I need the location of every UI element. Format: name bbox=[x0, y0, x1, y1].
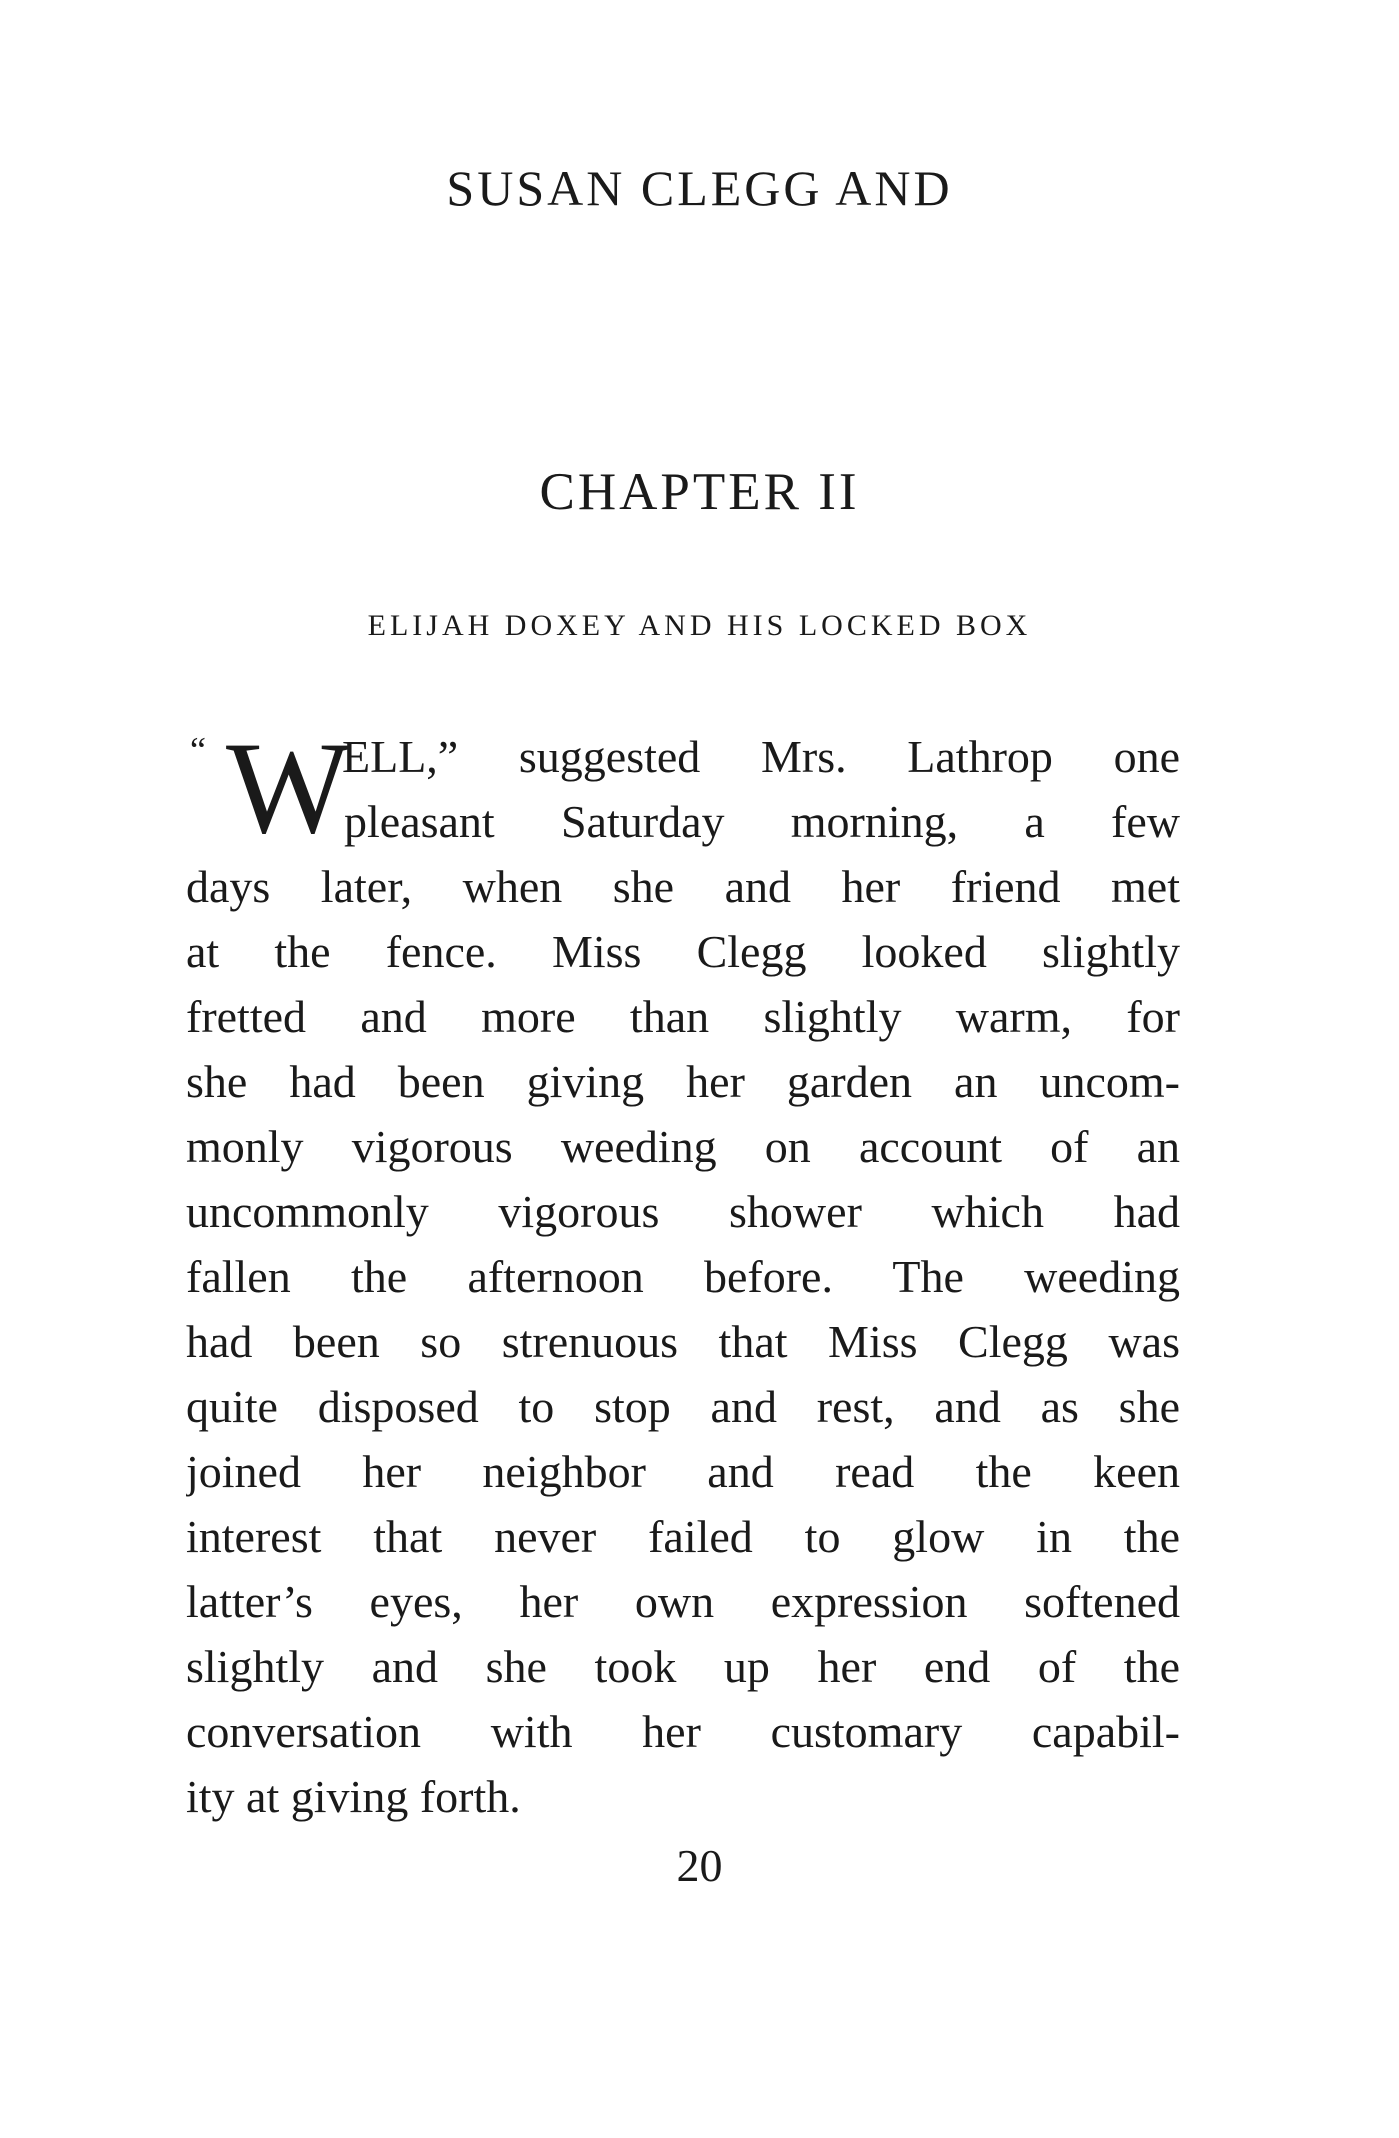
paragraph-line: at the fence. Miss Clegg looked slightly bbox=[186, 926, 1180, 977]
paragraph-line: uncommonly vigorous shower which had bbox=[186, 1186, 1180, 1237]
page-number: 20 bbox=[676, 1840, 723, 1891]
paragraph-line: fallen the afternoon before. The weeding bbox=[186, 1251, 1180, 1302]
paragraph-line: had been so strenuous that Miss Clegg was bbox=[186, 1316, 1180, 1367]
paragraph-line: pleasant Saturday morning, a few bbox=[344, 796, 1180, 847]
chapter-title: ELIJAH DOXEY AND HIS LOCKED BOX bbox=[367, 609, 1032, 642]
paragraph-line: interest that never failed to glow in the bbox=[186, 1511, 1180, 1562]
paragraph-line: monly vigorous weeding on account of an bbox=[186, 1121, 1180, 1172]
paragraph-line: fretted and more than slightly warm, for bbox=[186, 991, 1180, 1042]
paragraph-line: ELL,” suggested Mrs. Lathrop one bbox=[342, 731, 1180, 782]
chapter-heading: CHAPTER II bbox=[539, 463, 860, 521]
paragraph-line: days later, when she and her friend met bbox=[186, 861, 1180, 912]
paragraph-line: quite disposed to stop and rest, and as she bbox=[186, 1381, 1180, 1432]
paragraph-line: latter’s eyes, her own expression softened bbox=[186, 1576, 1180, 1627]
drop-cap-open-quote: “ bbox=[190, 730, 206, 770]
paragraph-line: she had been giving her garden an uncom- bbox=[186, 1056, 1180, 1107]
paragraph-line: slightly and she took up her end of the bbox=[186, 1641, 1180, 1692]
body-paragraph bbox=[186, 714, 1180, 1829]
paragraph-line: ity at giving forth. bbox=[186, 1771, 521, 1822]
paragraph-line: joined her neighbor and read the keen bbox=[186, 1446, 1180, 1497]
paragraph-line: conversation with her customary capabil- bbox=[186, 1706, 1180, 1757]
running-head: SUSAN CLEGG AND bbox=[446, 160, 953, 216]
drop-cap-letter: W bbox=[226, 714, 351, 861]
